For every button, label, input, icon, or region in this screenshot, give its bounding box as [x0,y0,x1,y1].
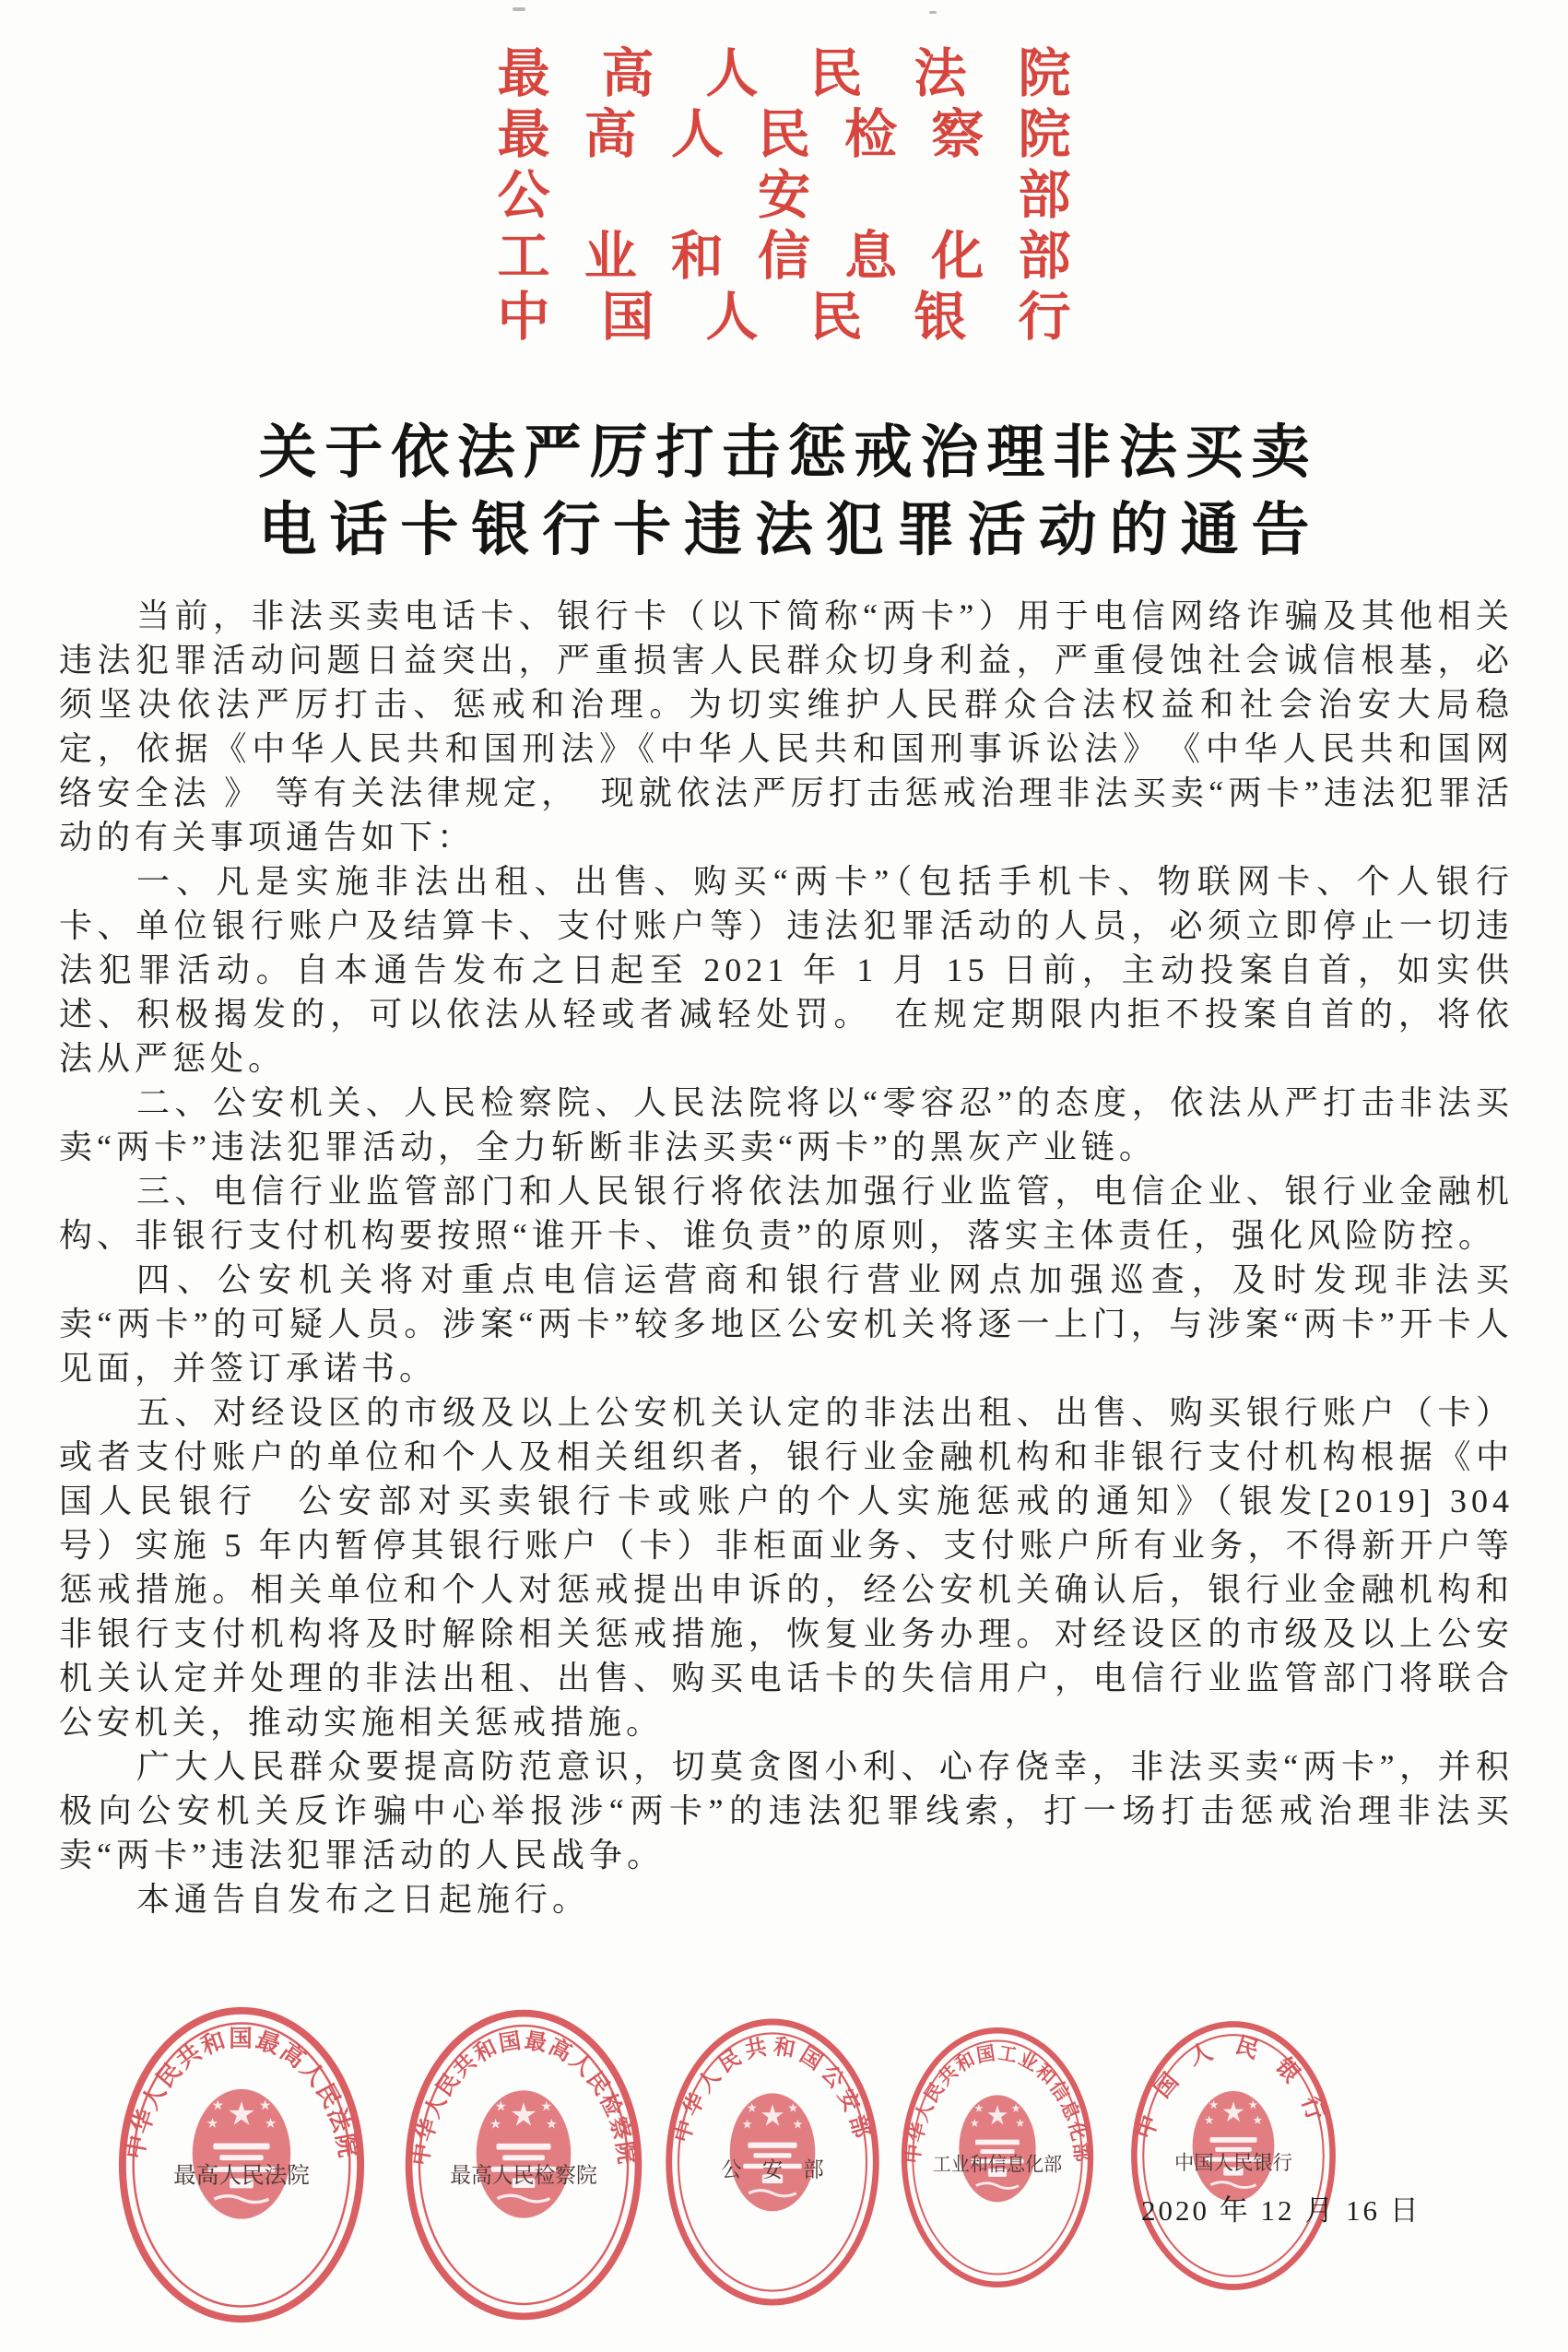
paragraph-item-1: 一、凡是实施非法出租、出售、购买“两卡”（包括手机卡、物联网卡、个人银行卡、单位银行账户及结算卡、支付账户等）违法犯罪活动的人员，必须立即停止一切违法犯罪活动。自本通告发布之日起至 2021 年 1 月 15 日前，主动投案自首，如实供述、积极揭发的，可以依法从轻或者减轻处罚。 在规定期限内拒不投案自首的，将依法从严惩处。 [59,863,1514,1077]
seal-arc-text: 中华人民共和国公安部 [670,2034,875,2146]
paragraph-item-2: 二、公安机关、人民检察院、人民法院将以“零容忍”的态度，依法从严打击非法买卖“两卡”违法犯罪活动，全力斩断非法买卖“两卡”的黑灰产业链。 [59,1084,1514,1165]
seal-procuratorate [401,2005,646,2324]
agency-name-miit: 工 业 和 信 息 化 部 [497,228,1071,286]
seal-arc-text: 中华人民共和国最高人民法院 [121,2025,362,2161]
paragraph-intro: 当前，非法买卖电话卡、银行卡（以下简称“两卡”）用于电信网络诈骗及其他相关违法犯罪活动问题日益突出，严重损害人民群众切身利益，严重侵蚀社会诚信根基，必须坚决依法严厉打击、惩戒和治理。为切实维护人民群众合法权益和社会治安大局稳定，依据《中华人民共和国刑法》《中华人民共和国刑事诉讼法》 《中华人民共和国网络安全法 》 等有关法律规定， 现就依法严厉打击惩戒治理非法买卖“两卡”违法犯罪活动的有关事项通告如下： [59,597,1514,856]
issuing-agencies-header [0,46,1568,350]
document-title [0,417,1568,572]
seal-caption-text: 工业和信息化部 [932,2155,1063,2176]
agency-name-procuratorate: 最 高 人 民 检 察 院 [497,106,1071,164]
scan-artifact [513,7,525,11]
issue-date: 2020 年 12 月 16 日 [1141,2194,1421,2227]
seal-caption-text: 最高人民检察院 [450,2164,597,2188]
document-title-line-2: 电 话 卡 银 行 卡 违 法 犯 罪 活 动 的 通 告 [258,498,1310,562]
scan-artifact [929,11,937,14]
seal-miit [898,2024,1097,2291]
paragraph-item-4: 四、公安机关将对重点电信运营商和银行营业网点加强巡查，及时发现非法买卖“两卡”的可疑人员。涉案“两卡”较多地区公安机关将逐一上门，与涉案“两卡”开卡人见面，并签订承诺书。 [59,1261,1514,1387]
seal-arc-text: 中国人民银行 [1132,2032,1335,2143]
paragraph-item-3: 三、电信行业监管部门和人民银行将依法加强行业监管，电信企业、银行业金融机构、非银行支付机构要按照“谁开卡、谁负责”的原则，落实主体责任，强化风险防控。 [59,1173,1514,1254]
notice-body [59,594,1514,1921]
seal-arc-text: 中华人民共和国最高人民检察院 [408,2028,639,2168]
agency-name-public-security: 公 安 部 [497,167,1071,225]
seal-caption-text: 公 安 部 [721,2157,824,2182]
agency-name-supreme-court: 最 高 人 民 法 院 [497,45,1071,103]
paragraph-item-5: 五、对经设区的市级及以上公安机关认定的非法出租、出售、购买银行账户（卡）或者支付账户的单位和个人及相关组织者，银行业金融机构和非银行支付机构根据《中国人民银行 公安部对买卖银行卡或账户的个人实施惩戒的通知》（银发[2019] 304 号）实施 5 年内暂停其银行账户（卡）非柜面业务、支付账户所有业务，不得新开户等惩戒措施。相关单位和个人对惩戒提出申诉的，经公安机关确认后，银行业金融机构和非银行支付机构将及时解除相关惩戒措施，恢复业务办理。对经设区的市级及以上公安机关认定并处理的非法出租、出售、购买电话卡的失信用户，电信行业监管部门将联合公安机关，推动实施相关惩戒措施。 [59,1394,1514,1741]
seal-supreme-court [114,2003,369,2327]
seal-caption-text: 最高人民法院 [173,2163,310,2189]
agency-name-pboc: 中 国 人 民 银 行 [497,289,1071,347]
paragraph-public-appeal: 广大人民群众要提高防范意识，切莫贪图小利、心存侥幸，非法买卖“两卡”，并积极向公安机关反诈骗中心举报涉“两卡”的违法犯罪线索，打一场打击惩戒治理非法买卖“两卡”违法犯罪活动的人民战争。 [59,1748,1514,1873]
seal-caption-text: 中国人民银行 [1173,2151,1293,2175]
seal-public-security [662,2015,883,2310]
seal-arc-text: 中华人民共和国工业和信息化部 [903,2042,1091,2165]
seal-pboc [1127,2017,1339,2294]
paragraph-effective-date: 本通告自发布之日起施行。 [136,1881,591,1918]
document-title-line-1: 关 于 依 法 严 厉 打 击 惩 戒 治 理 非 法 买 卖 [258,420,1310,485]
